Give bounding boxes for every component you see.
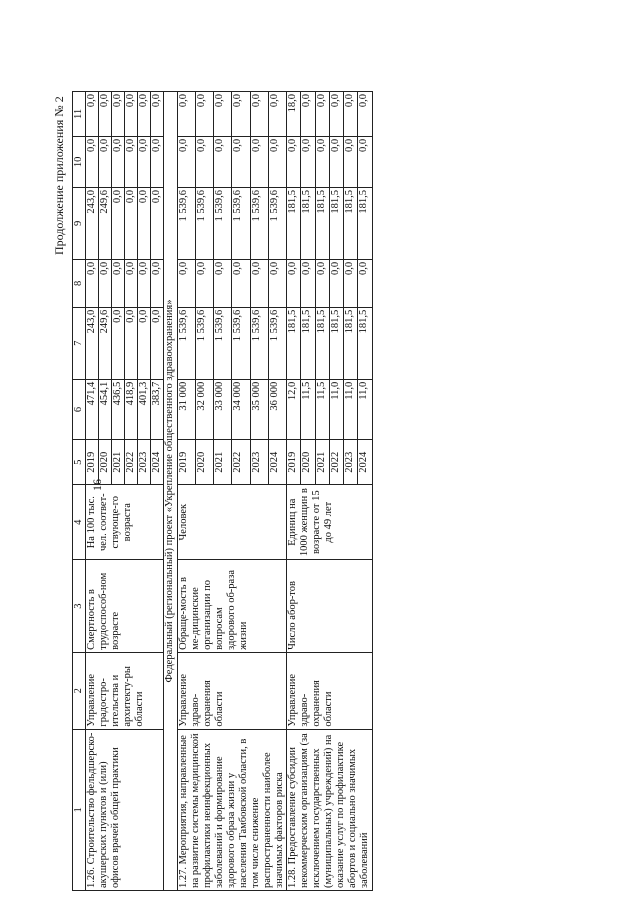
year-cell: 2024 xyxy=(268,440,286,485)
finance-cell: 181,5 xyxy=(301,307,315,379)
year-cell: 2020 xyxy=(99,440,112,485)
finance-cell: 181,5 xyxy=(287,187,301,259)
section-row xyxy=(164,92,177,891)
column-header: 7 xyxy=(73,307,86,379)
finance-cell: 0,0 xyxy=(138,136,151,187)
finance-cell: 0,0 xyxy=(151,307,164,379)
finance-cell: 0,0 xyxy=(195,259,213,307)
finance-cell: 0,0 xyxy=(214,136,232,187)
column-header: 10 xyxy=(73,136,86,187)
finance-cell: 0,0 xyxy=(315,136,329,187)
year-cell: 2020 xyxy=(301,440,315,485)
finance-cell: 1 539,6 xyxy=(195,307,213,379)
executor-cell: Управление здраво-охранения области xyxy=(177,652,287,729)
year-cell: 2020 xyxy=(195,440,213,485)
finance-cell: 1 539,6 xyxy=(250,307,268,379)
finance-cell: 0,0 xyxy=(329,259,343,307)
indicator-value-cell: 11,5 xyxy=(301,379,315,440)
finance-cell: 0,0 xyxy=(214,92,232,137)
year-cell: 2021 xyxy=(214,440,232,485)
year-cell: 2019 xyxy=(86,440,99,485)
page-number: 16 xyxy=(90,479,104,491)
finance-cell: 0,0 xyxy=(151,259,164,307)
year-cell: 2019 xyxy=(177,440,195,485)
finance-cell: 0,0 xyxy=(268,136,286,187)
finance-cell: 0,0 xyxy=(151,187,164,259)
year-cell: 2021 xyxy=(112,440,125,485)
finance-cell: 0,0 xyxy=(301,92,315,137)
indicator-value-cell: 36 000 xyxy=(268,379,286,440)
finance-cell: 1 539,6 xyxy=(214,307,232,379)
finance-cell: 0,0 xyxy=(99,259,112,307)
finance-cell: 0,0 xyxy=(329,92,343,137)
column-header: 3 xyxy=(73,560,86,653)
event-cell: 1.27. Мероприятия, направленные на развитие системы медицинской профилактики неинфекционных заболеваний и формирование здорового образа жизни у населения Тамбовской области, в том числе снижение распространенности наиболее значимых факторов риска xyxy=(177,729,287,890)
event-cell: 1.28. Предоставление субсидии некоммерческим организациям (за исключением государственных (муниципальных) учреждений) на оказание услуг по профилактике абортов и социально значимых заболеваний xyxy=(287,729,372,890)
unit-cell: Единиц на 1000 женщин в возрасте от 15 до 49 лет xyxy=(287,485,372,560)
column-header: 5 xyxy=(73,440,86,485)
year-cell: 2024 xyxy=(358,440,372,485)
continuation-note: Продолжение приложения № 2 xyxy=(52,96,66,255)
finance-cell: 181,5 xyxy=(301,187,315,259)
finance-cell: 0,0 xyxy=(250,259,268,307)
finance-cell: 0,0 xyxy=(99,136,112,187)
finance-cell: 0,0 xyxy=(86,136,99,187)
finance-cell: 0,0 xyxy=(125,187,138,259)
finance-cell: 1 539,6 xyxy=(232,307,250,379)
year-cell: 2022 xyxy=(125,440,138,485)
finance-cell: 181,5 xyxy=(358,307,372,379)
finance-cell: 1 539,6 xyxy=(232,187,250,259)
indicator-cell: Число абор-тов xyxy=(287,560,372,653)
indicator-value-cell: 436,5 xyxy=(112,379,125,440)
finance-cell: 249,6 xyxy=(99,187,112,259)
finance-cell: 0,0 xyxy=(138,187,151,259)
finance-cell: 0,0 xyxy=(138,307,151,379)
year-cell: 2021 xyxy=(315,440,329,485)
table-row xyxy=(86,92,99,891)
year-cell: 2019 xyxy=(287,440,301,485)
finance-cell: 181,5 xyxy=(344,307,358,379)
year-cell: 2022 xyxy=(329,440,343,485)
column-header: 9 xyxy=(73,187,86,259)
column-header: 6 xyxy=(73,379,86,440)
indicator-value-cell: 11,0 xyxy=(329,379,343,440)
finance-cell: 0,0 xyxy=(358,92,372,137)
finance-cell: 0,0 xyxy=(112,187,125,259)
year-cell: 2023 xyxy=(344,440,358,485)
finance-cell: 0,0 xyxy=(358,136,372,187)
finance-cell: 181,5 xyxy=(358,187,372,259)
finance-cell: 0,0 xyxy=(125,307,138,379)
finance-cell: 0,0 xyxy=(344,136,358,187)
finance-cell: 0,0 xyxy=(287,259,301,307)
finance-cell: 0,0 xyxy=(268,259,286,307)
finance-cell: 1 539,6 xyxy=(195,187,213,259)
executor-cell: Управление градостро-ительства и архитекту-ры области xyxy=(86,652,164,729)
finance-cell: 0,0 xyxy=(195,136,213,187)
finance-cell: 0,0 xyxy=(125,136,138,187)
year-cell: 2023 xyxy=(138,440,151,485)
finance-cell: 0,0 xyxy=(315,92,329,137)
finance-cell: 0,0 xyxy=(232,259,250,307)
unit-cell: Человек xyxy=(177,485,287,560)
table-row xyxy=(177,92,195,891)
column-header: 1 xyxy=(73,729,86,890)
finance-cell: 1 539,6 xyxy=(177,187,195,259)
finance-cell: 1 539,6 xyxy=(177,307,195,379)
finance-cell: 0,0 xyxy=(250,136,268,187)
indicator-value-cell: 401,3 xyxy=(138,379,151,440)
indicator-value-cell: 418,9 xyxy=(125,379,138,440)
section-title: Федеральный (региональный) проект «Укрепление общественного здравоохранения» xyxy=(164,92,177,891)
finance-cell: 0,0 xyxy=(112,307,125,379)
indicator-value-cell: 11,0 xyxy=(344,379,358,440)
finance-cell: 0,0 xyxy=(232,92,250,137)
finance-cell: 0,0 xyxy=(315,259,329,307)
year-cell: 2024 xyxy=(151,440,164,485)
year-cell: 2023 xyxy=(250,440,268,485)
finance-cell: 243,0 xyxy=(86,187,99,259)
finance-cell: 0,0 xyxy=(99,92,112,137)
table-row xyxy=(287,92,301,891)
finance-cell: 1 539,6 xyxy=(268,307,286,379)
finance-cell: 243,0 xyxy=(86,307,99,379)
finance-cell: 181,5 xyxy=(329,187,343,259)
finance-cell: 18,0 xyxy=(287,92,301,137)
indicator-value-cell: 11,0 xyxy=(358,379,372,440)
finance-cell: 1 539,6 xyxy=(214,187,232,259)
finance-cell: 1 539,6 xyxy=(268,187,286,259)
indicator-value-cell: 12,0 xyxy=(287,379,301,440)
finance-cell: 1 539,6 xyxy=(250,187,268,259)
finance-cell: 0,0 xyxy=(177,136,195,187)
indicator-cell: Смертность в трудоспособ-ном возрасте xyxy=(86,560,164,653)
indicator-value-cell: 34 000 xyxy=(232,379,250,440)
finance-cell: 0,0 xyxy=(151,92,164,137)
finance-cell: 0,0 xyxy=(329,136,343,187)
column-header: 4 xyxy=(73,485,86,560)
unit-cell: На 100 тыс. чел. соответ-ствующе-го возраста xyxy=(86,485,164,560)
column-header: 8 xyxy=(73,259,86,307)
column-header: 11 xyxy=(73,92,86,137)
finance-cell: 0,0 xyxy=(268,92,286,137)
finance-cell: 0,0 xyxy=(138,92,151,137)
finance-cell: 0,0 xyxy=(125,259,138,307)
finance-cell: 0,0 xyxy=(86,92,99,137)
finance-cell: 181,5 xyxy=(315,187,329,259)
finance-cell: 0,0 xyxy=(195,92,213,137)
finance-cell: 0,0 xyxy=(250,92,268,137)
executor-cell: Управление здраво-охранения области xyxy=(287,652,372,729)
indicator-value-cell: 31 000 xyxy=(177,379,195,440)
indicator-cell: Обраще-мость в ме-дицинские организации по вопросам здорового об-раза жизни xyxy=(177,560,287,653)
finance-cell: 0,0 xyxy=(86,259,99,307)
finance-cell: 0,0 xyxy=(214,259,232,307)
event-cell: 1.26. Строительство фельдшерско-акушерских пунктов и (или) офисов врачей общей практики xyxy=(86,729,164,890)
finance-cell: 0,0 xyxy=(112,136,125,187)
finance-cell: 0,0 xyxy=(138,259,151,307)
finance-cell: 0,0 xyxy=(112,92,125,137)
finance-cell: 0,0 xyxy=(232,136,250,187)
indicator-value-cell: 32 000 xyxy=(195,379,213,440)
finance-cell: 181,5 xyxy=(287,307,301,379)
finance-cell: 0,0 xyxy=(344,259,358,307)
indicator-value-cell: 383,7 xyxy=(151,379,164,440)
finance-cell: 181,5 xyxy=(329,307,343,379)
finance-cell: 0,0 xyxy=(358,259,372,307)
year-cell: 2022 xyxy=(232,440,250,485)
finance-cell: 181,5 xyxy=(315,307,329,379)
indicator-value-cell: 35 000 xyxy=(250,379,268,440)
indicator-value-cell: 33 000 xyxy=(214,379,232,440)
finance-cell: 0,0 xyxy=(301,136,315,187)
column-header: 2 xyxy=(73,652,86,729)
finance-cell: 0,0 xyxy=(344,92,358,137)
program-table xyxy=(72,91,373,891)
indicator-value-cell: 11,5 xyxy=(315,379,329,440)
finance-cell: 0,0 xyxy=(125,92,138,137)
finance-cell: 0,0 xyxy=(177,92,195,137)
finance-cell: 249,6 xyxy=(99,307,112,379)
finance-cell: 0,0 xyxy=(287,136,301,187)
finance-cell: 0,0 xyxy=(301,259,315,307)
header-row xyxy=(73,92,86,891)
finance-cell: 0,0 xyxy=(177,259,195,307)
finance-cell: 0,0 xyxy=(112,259,125,307)
finance-cell: 181,5 xyxy=(344,187,358,259)
finance-cell: 0,0 xyxy=(151,136,164,187)
indicator-value-cell: 454,1 xyxy=(99,379,112,440)
indicator-value-cell: 471,4 xyxy=(86,379,99,440)
